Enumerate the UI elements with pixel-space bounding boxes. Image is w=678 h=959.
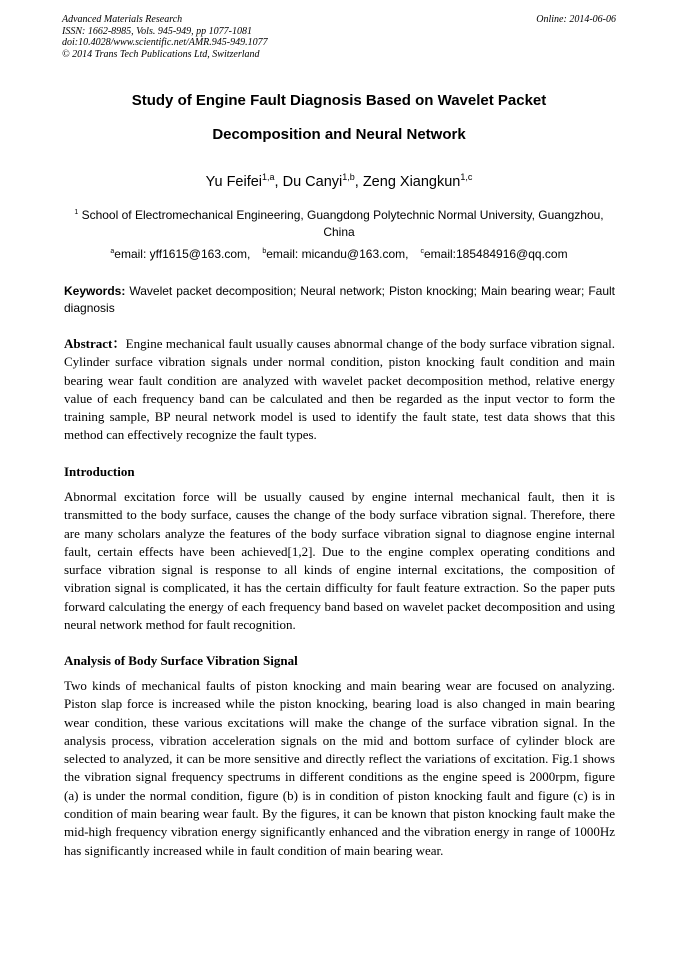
email-mark: b (262, 248, 267, 255)
email-link[interactable]: email: yff1615@163.com, (114, 247, 251, 261)
analysis-paragraph: Two kinds of mechanical faults of piston knocking and main bearing wear are focused on analyzing. Piston slap force is increased while the piston knocking, bearing load is also changed in main bearing wear condition, these various excitations will make the change of the surface vibration signal. In the analysis process, vibration acceleration signals on the mid and bottom surface of cylinder block are selected to analyzed, it can be more sensitive and directly reflect the variations of excitation. Fig.1 shows the vibration signal frequency spectrums in different conditions as the engine speed is 2000rpm, figure (a) is under the normal condition, figure (b) is in condition of piston knocking fault and figure (c) is in condition of main bearing wear fault. By the figures, it can be known that piston knocking fault make the mid-high frequency vibration energy significantly enhanced and the vibration energy in range of 1000Hz has significantly increased while in fault condition of main bearing wear. (64, 678, 615, 858)
email-mark: a (110, 248, 115, 255)
journal-header (62, 14, 616, 60)
paper-title-line-2: Decomposition and Neural Network (212, 126, 466, 143)
author-affiliation-mark: 1,c (460, 172, 473, 182)
abstract (64, 335, 615, 445)
author-separator: , (274, 173, 283, 190)
section-heading-analysis: Analysis of Body Surface Vibration Signal (64, 653, 298, 668)
author-name: Zeng Xiangkun (362, 173, 461, 190)
issn-line: ISSN: 1662-8985, Vols. 945-949, pp 1077-1081 (62, 25, 252, 37)
doi-line: doi:10.4028/www.scientific.net/AMR.945-949.1077 (62, 37, 268, 48)
abstract-label: Abstract： (64, 336, 126, 351)
affiliation-mark: 1 (74, 209, 79, 216)
author-name: Yu Feifei (205, 173, 263, 190)
author-affiliation-mark: 1,a (262, 172, 275, 182)
affiliation-text: School of Electromechanical Engineering, Guangdong Polytechnic Normal University, Guangzhou, China (81, 208, 604, 239)
copyright-line: © 2014 Trans Tech Publications Ltd, Switzerland (62, 48, 260, 60)
paper-title-line-1: Study of Engine Fault Diagnosis Based on Wavelet Packet (131, 92, 547, 109)
keywords-label: Keywords: (64, 284, 126, 298)
email-list (62, 244, 616, 262)
author-separator: , (354, 173, 363, 190)
email-link[interactable]: email: micandu@163.com, (266, 247, 409, 261)
section-heading-introduction: Introduction (64, 464, 135, 479)
keywords (64, 283, 615, 317)
email-mark: c (420, 248, 424, 255)
author-list (62, 167, 616, 192)
journal-name: Advanced Materials Research (62, 14, 183, 25)
introduction-paragraph: Abnormal excitation force will be usually caused by engine internal mechanical fault, then it is transmitted to the body surface, causes the change of the body surface vibration signal. Therefore, there are many scholars analyze the features of the body surface vibration signal to diagnose engine internal fault, certain effects have been achieved[1,2]. Due to the engine complex operating conditions and surface vibration signal is response to all kinds of engine internal excitations, the composition of vibration signal is complicated, it has the certain difficulty for fault feature extraction. So the paper puts forward calculating the energy of each frequency band based on wavelet packet decomposition and using neural network method for fault recognition. (64, 489, 615, 633)
abstract-text: Engine mechanical fault usually causes abnormal change of the body surface vibration signal. Cylinder surface vibration signals under normal condition, piston knocking fault condition and main bearing wear fault condition are analyzed with wavelet packet decomposition method, relative energy value of each frequency band can be calculated and then be regarded as the input vector to form the training sample, BP neural network model is used to identify the fault state, test data shows that this method can effectively recognize the fault types. (64, 336, 615, 443)
affiliation (62, 204, 616, 241)
email-link[interactable]: email:185484916@qq.com (423, 247, 568, 261)
author-name: Du Canyi (282, 173, 343, 190)
keywords-text: Wavelet packet decomposition; Neural network; Piston knocking; Main bearing wear; Fault diagnosis (64, 284, 616, 315)
author-affiliation-mark: 1,b (342, 172, 355, 182)
online-date: Online: 2014-06-06 (536, 14, 616, 25)
